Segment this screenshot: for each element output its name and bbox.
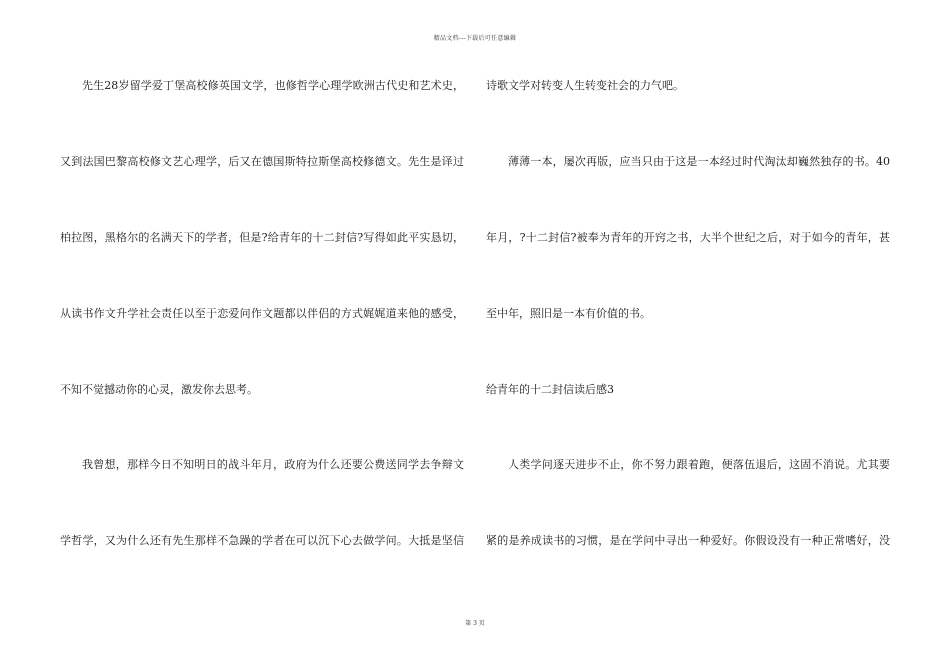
- paragraph-line: 年月，?十二封信?被奉为青年的开窍之书，大半个世纪之后，对于如今的青年，甚: [486, 231, 890, 244]
- paragraph-line: 又到法国巴黎高校修文艺心理学，后又在德国斯特拉斯堡高校修德文。先生是译过: [60, 155, 464, 168]
- paragraph-line: 至中年，照旧是一本有价值的书。: [486, 307, 651, 320]
- paragraph-line: 薄薄一本，屡次再版，应当只由于这是一本经过时代淘汰却巍然独存的书。40: [508, 155, 890, 168]
- page-header: 精品文档---下载后可任意编辑: [433, 35, 517, 42]
- paragraph-line: 紧的是养成读书的习惯，是在学问中寻出一种爱好。你假设没有一种正常嗜好，没: [486, 534, 890, 547]
- page-number: 第 3 页: [465, 620, 485, 627]
- section-heading: 给青年的十二封信读后感3: [486, 383, 614, 396]
- paragraph-line: 我曾想，那样今日不知明日的战斗年月，政府为什么还要公费送同学去争辩文: [82, 458, 464, 471]
- paragraph-line: 学哲学，又为什么还有先生那样不急躁的学者在可以沉下心去做学问。大抵是坚信: [60, 534, 464, 547]
- paragraph-line: 人类学问逐天进步不止，你不努力跟着跑，便落伍退后，这固不消说。尤其要: [508, 458, 890, 471]
- paragraph-line: 不知不觉撼动你的心灵，激发你去思考。: [60, 383, 258, 396]
- paragraph-line: 先生28岁留学爱丁堡高校修英国文学，也修哲学心理学欧洲古代史和艺术史，: [82, 79, 464, 92]
- paragraph-line: 从读书作文升学社会责任以至于恋爱问作文题都以伴侣的方式娓娓道来他的感受，: [60, 307, 464, 320]
- paragraph-line: 柏拉图，黑格尔的名满天下的学者，但是?给青年的十二封信?写得如此平实恳切，: [60, 231, 464, 244]
- paragraph-line: 诗歌文学对转变人生转变社会的力气吧。: [486, 79, 684, 92]
